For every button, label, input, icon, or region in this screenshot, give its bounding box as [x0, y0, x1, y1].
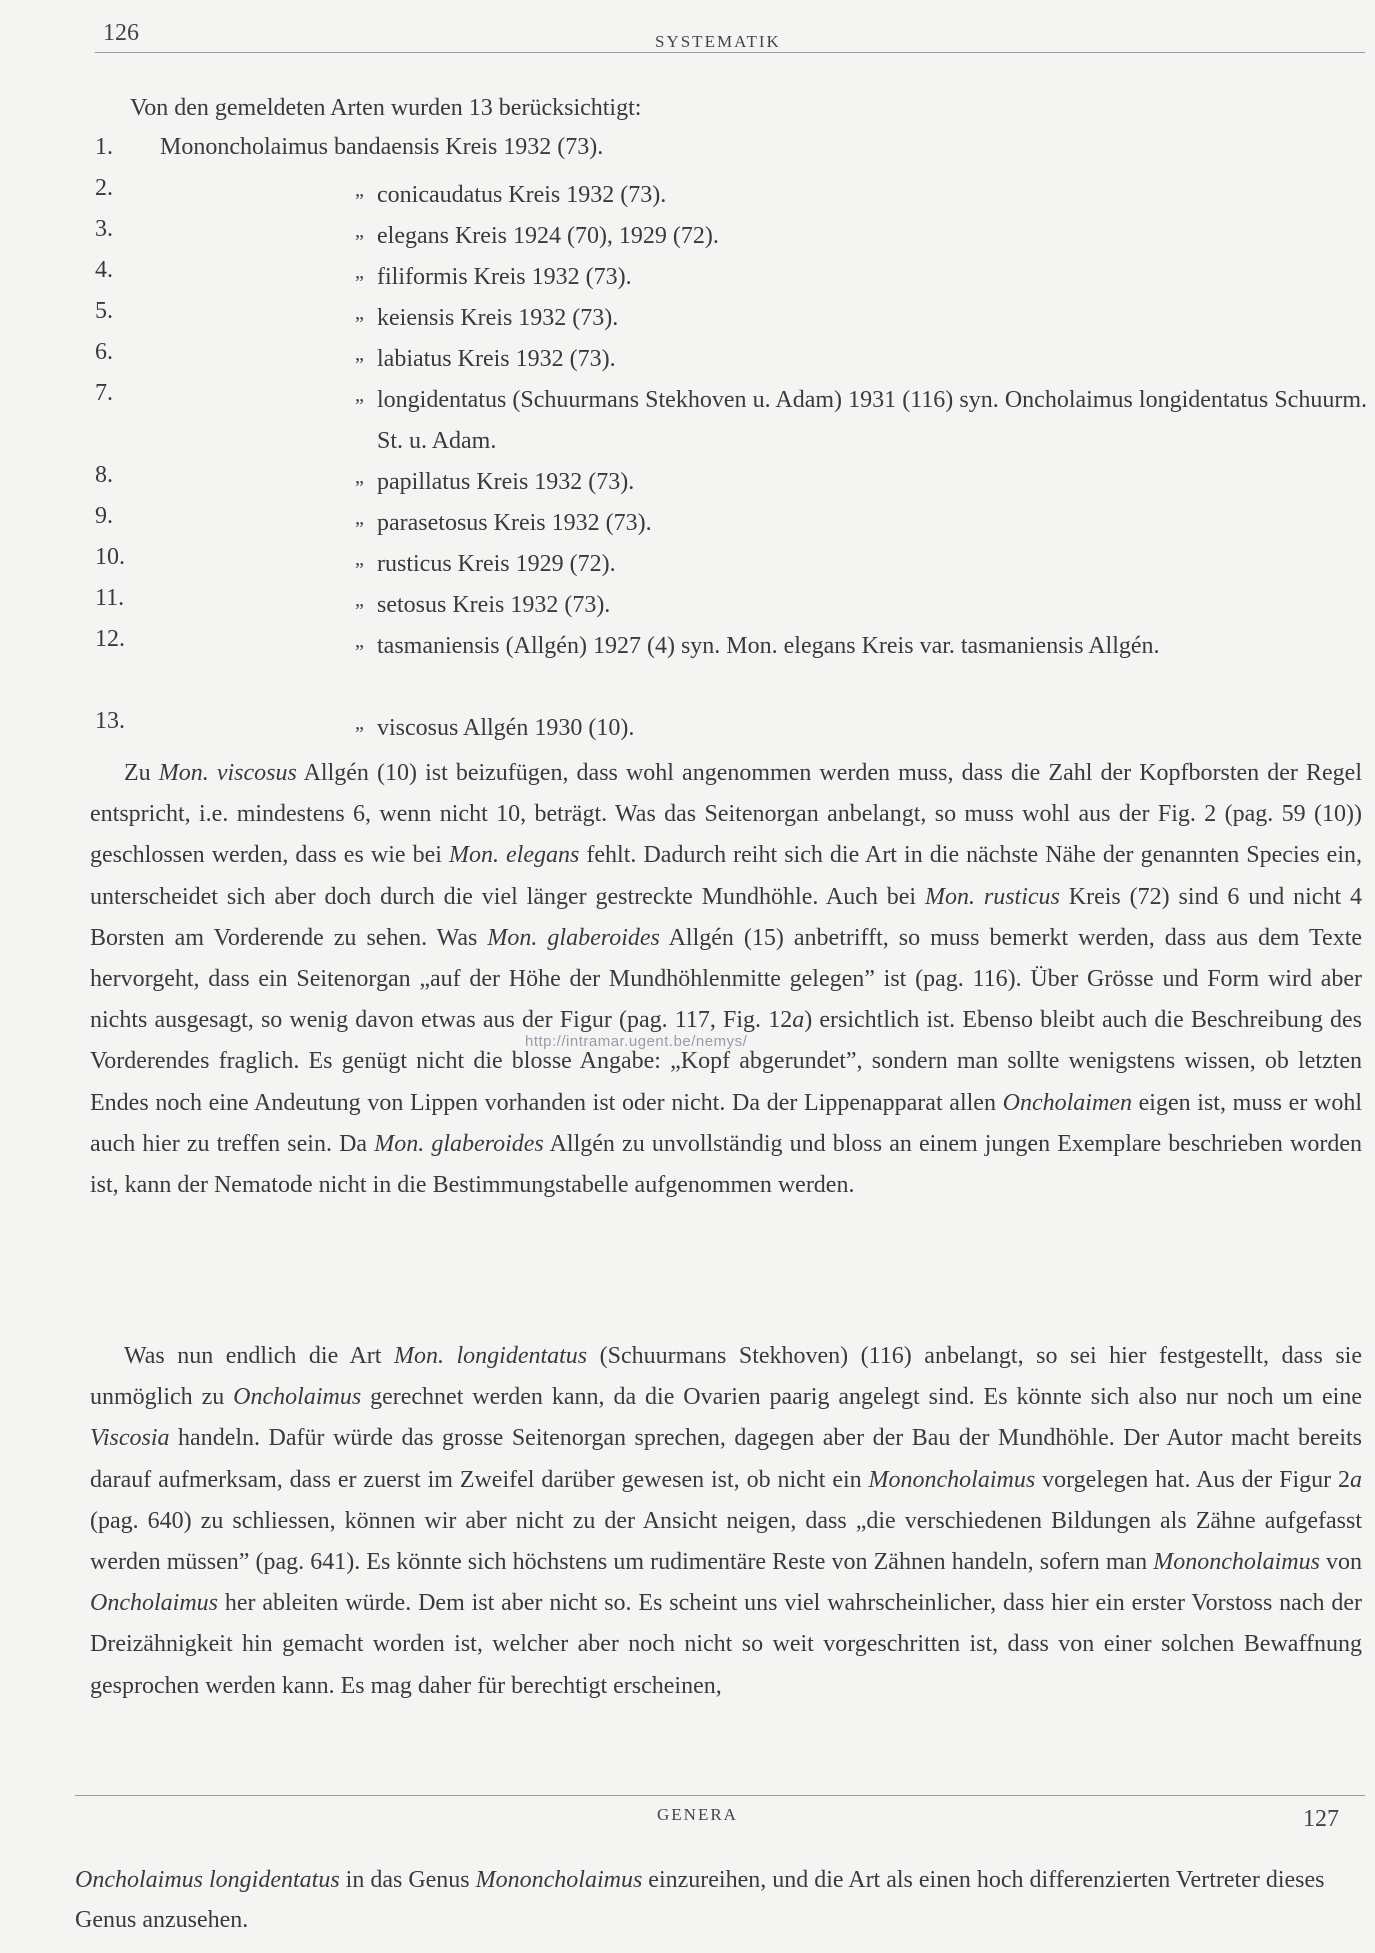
species-text: setosus Kreis 1932 (73).: [377, 592, 611, 618]
species-item: [95, 175, 1365, 216]
species-item: [95, 298, 1365, 339]
species-item: [95, 626, 1365, 708]
ditto-mark: „: [355, 261, 364, 283]
species-text: conicaudatus Kreis 1932 (73).: [377, 182, 667, 208]
species-text: keiensis Kreis 1932 (73).: [377, 305, 619, 331]
species-text: parasetosus Kreis 1932 (73).: [377, 510, 652, 536]
species-number: 11.: [95, 585, 125, 611]
species-number: 12.: [95, 626, 125, 652]
ditto-mark: „: [355, 302, 364, 324]
species-item: [95, 462, 1365, 503]
species-text: rusticus Kreis 1929 (72).: [377, 551, 616, 577]
species-text: filiformis Kreis 1932 (73).: [377, 264, 632, 290]
ditto-mark: „: [355, 630, 364, 652]
body-paragraph-1: Zu Mon. viscosus Allgén (10) ist beizufügen, dass wohl angenommen werden muss, dass die Zahl der Kopfborsten der Regel entspricht, i.e. mindestens 6, wenn nicht 10, beträgt. Was das Seitenorgan anbelangt, so muss wohl aus der Fig. 2 (pag. 59 (10)) geschlossen werden, dass es wie bei Mon. elegans fehlt. Dadurch reiht sich die Art in die nächste Nähe der genannten Species ein, unterscheidet sich aber doch durch die viel länger gestreckte Mundhöhle. Auch bei Mon. rusticus Kreis (72) sind 6 und nicht 4 Borsten am Vorderende zu sehen. Was Mon. glaberoides Allgén (15) anbetrifft, so muss bemerkt werden, dass aus dem Texte hervorgeht, dass ein Seitenorgan „auf der Höhe der Mundhöhlenmitte gelegen” ist (pag. 116). Über Grösse und Form wird aber nichts ausgesagt, so wenig davon etwas aus der Figur (pag. 117, Fig. 12a) ersichtlich ist. Ebenso bleibt auch die Beschreibung des Vorderendes fraglich. Es genügt nicht die blosse Angabe: „Kopf abgerundet”, sondern man sollte wenigstens wissen, ob letzten Endes noch eine Andeutung von Lippen vorhanden ist oder nicht. Da der Lippenapparat allen Oncholaimen eigen ist, muss er wohl auch hier zu treffen sein. Da Mon. glaberoides Allgén zu unvollständig und bloss an einem jungen Exemplare beschrieben worden ist, kann der Nematode nicht in die Bestimmungstabelle aufgenommen werden.: [90, 760, 1363, 1199]
ditto-mark: „: [355, 548, 364, 570]
header-rule-top: [95, 52, 1365, 53]
species-item: [95, 708, 1365, 749]
continuation-text: Oncholaimus longidentatus in das Genus Mononcholaimus einzureihen, und die Art als einen hoch differenzierten Vertreter dieses Genus anzusehen.: [75, 1867, 1325, 1933]
species-item: [95, 257, 1365, 298]
ditto-mark: „: [355, 507, 364, 529]
ditto-mark: „: [355, 466, 364, 488]
watermark-url: http://intramar.ugent.be/nemys/: [525, 1033, 748, 1050]
page-number-bottom: 127: [1303, 1806, 1339, 1832]
body-paragraph-2: Was nun endlich die Art Mon. longidentatus (Schuurmans Stekhoven) (116) anbelangt, so sei hier festgestellt, dass sie unmöglich zu Oncholaimus gerechnet werden kann, da die Ovarien paarig angelegt sind. Es könnte sich also nur noch um eine Viscosia handeln. Dafür würde das grosse Seitenorgan sprechen, dagegen aber der Bau der Mundhöhle. Der Autor macht bereits darauf aufmerksam, dass er zuerst im Zweifel darüber gewesen ist, ob nicht ein Mononcholaimus vorgelegen hat. Aus der Figur 2a (pag. 640) zu schliessen, können wir aber nicht zu der Ansicht neigen, dass „die verschiedenen Bildungen als Zähne aufgefasst werden müssen” (pag. 641). Es könnte sich höchstens um rudimentäre Reste von Zähnen handeln, sofern man Mononcholaimus von Oncholaimus her ableiten würde. Dem ist aber nicht so. Es scheint uns viel wahrscheinlicher, dass hier ein erster Vorstoss nach der Dreizähnigkeit hin gemacht worden ist, welcher aber noch nicht so weit vorgeschritten ist, dass von einer solchen Bewaffnung gesprochen werden kann. Es mag daher für berechtigt erscheinen,: [90, 1343, 1363, 1699]
intro-line: Von den gemeldeten Arten wurden 13 berücksichtigt:: [130, 95, 642, 121]
species-number: 4.: [95, 257, 113, 283]
species-number: 6.: [95, 339, 113, 365]
species-number: 5.: [95, 298, 113, 324]
running-head-bottom: GENERA: [657, 1805, 738, 1824]
species-text: papillatus Kreis 1932 (73).: [377, 469, 635, 495]
species-text: longidentatus (Schuurmans Stekhoven u. Adam) 1931 (116) syn. Oncholaimus longidentatus Schuurm. St. u. Adam.: [377, 387, 1367, 454]
ditto-mark: „: [355, 384, 364, 406]
running-head-top: SYSTEMATIK: [655, 32, 781, 51]
header-rule-bottom: [75, 1795, 1365, 1796]
ditto-mark: „: [355, 179, 364, 201]
species-number: 9.: [95, 503, 113, 529]
ditto-mark: „: [355, 220, 364, 242]
species-item: [95, 585, 1365, 626]
ditto-mark: „: [355, 712, 364, 734]
species-number: 13.: [95, 708, 125, 734]
species-text: tasmaniensis (Allgén) 1927 (4) syn. Mon. elegans Kreis var. tasmaniensis Allgén.: [377, 633, 1160, 659]
species-number: 1.: [95, 134, 113, 160]
genus-name: Mononcholaimus: [160, 134, 328, 160]
ditto-mark: „: [355, 343, 364, 365]
ditto-mark: „: [355, 589, 364, 611]
species-text: labiatus Kreis 1932 (73).: [377, 346, 616, 372]
species-number: 7.: [95, 380, 113, 406]
species-item: [95, 134, 1365, 175]
species-text: elegans Kreis 1924 (70), 1929 (72).: [377, 223, 719, 249]
species-number: 2.: [95, 175, 113, 201]
species-text: bandaensis Kreis 1932 (73).: [334, 134, 604, 160]
species-number: 8.: [95, 462, 113, 488]
species-text: viscosus Allgén 1930 (10).: [377, 715, 635, 741]
species-item: [95, 380, 1365, 462]
species-item: [95, 544, 1365, 585]
species-item: [95, 503, 1365, 544]
page-number-top: 126: [103, 20, 139, 46]
species-list: [95, 134, 1365, 749]
species-number: 10.: [95, 544, 125, 570]
species-item: [95, 216, 1365, 257]
species-number: 3.: [95, 216, 113, 242]
species-item: [95, 339, 1365, 380]
